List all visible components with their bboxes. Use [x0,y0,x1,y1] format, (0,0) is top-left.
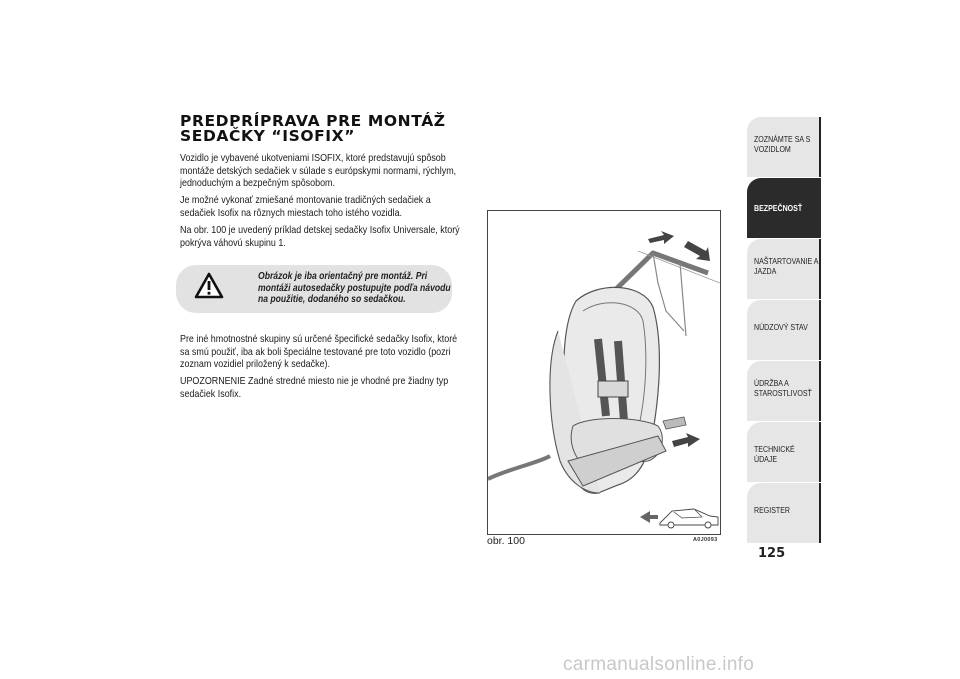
isofix-seat-illustration [487,210,721,535]
tab-starting-driving[interactable] [747,239,821,299]
warning-box [176,265,452,313]
figure-caption: obr. 100 [487,535,525,547]
car-icon [660,509,718,528]
tab-label: ÚDRŽBA A STAROSTLIVOSŤ [754,378,812,398]
heading-line-1: PREDPRÍPRAVA PRE MONTÁŽ [180,112,446,130]
tab-label: TECHNICKÉ ÚDAJE [754,444,795,464]
paragraph-figure-reference: Na obr. 100 je uvedený príklad detskej sedačky Isofix Universale, ktorý pokrýva váhovú skupinu 1. [180,225,460,249]
figure-code: A0J0093 [693,537,718,543]
tab-label: NÚDZOVÝ STAV [754,322,808,332]
paragraph-caution: UPOZORNENIE Zadné stredné miesto nie je vhodné pre žiadny typ sedačiek Isofix. [180,376,449,400]
child-seat-drawing [488,211,720,534]
paragraph-mixed-mounting: Je možné vykonať zmiešané montovanie tradičných sedačiek a sedačiek Isofix na rôznych miestach toho istého vozidla. [180,195,431,219]
tab-index[interactable] [747,483,821,543]
warning-triangle-icon [194,272,224,300]
tab-label: REGISTER [754,505,791,515]
section-heading [180,114,480,144]
tab-label: ZOZNÁMTE SA S VOZIDLOM [754,134,811,154]
tab-safety[interactable] [747,178,821,238]
paragraph-isofix-intro: Vozidlo je vybavené ukotveniami ISOFIX, ktoré predstavujú spôsob montáže detských sedačiek v súlade s európskymi normami, rýchlym, jednoduchým a bezpečným spôsobom. [180,153,457,190]
watermark: carmanualsonline.info [563,654,755,675]
paragraph-weight-groups: Pre iné hmotnostné skupiny sú určené špecifické sedačky Isofix, ktoré sa smú použiť, iba ak boli špeciálne testované pre toto vozidlo (pozri zoznam vozidiel priložený k sedačke). [180,334,458,371]
tab-label: NAŠTARTOVANIE A JAZDA [754,256,819,276]
arrow-left-icon [640,511,658,523]
tab-label: BEZPEČNOSŤ [754,203,803,213]
tab-emergency[interactable] [747,300,821,360]
warning-text: Obrázok je iba orientačný pre montáž. Pri montáži autosedačky postupujte podľa návodu na použitie, dodaného so sedačkou. [258,271,451,305]
tab-technical-data[interactable] [747,422,821,482]
page-number: 125 [758,546,786,561]
tab-getting-to-know[interactable] [747,117,821,177]
tab-maintenance[interactable] [747,361,821,421]
heading-line-2: SEDAČKY “ISOFIX” [180,127,356,145]
